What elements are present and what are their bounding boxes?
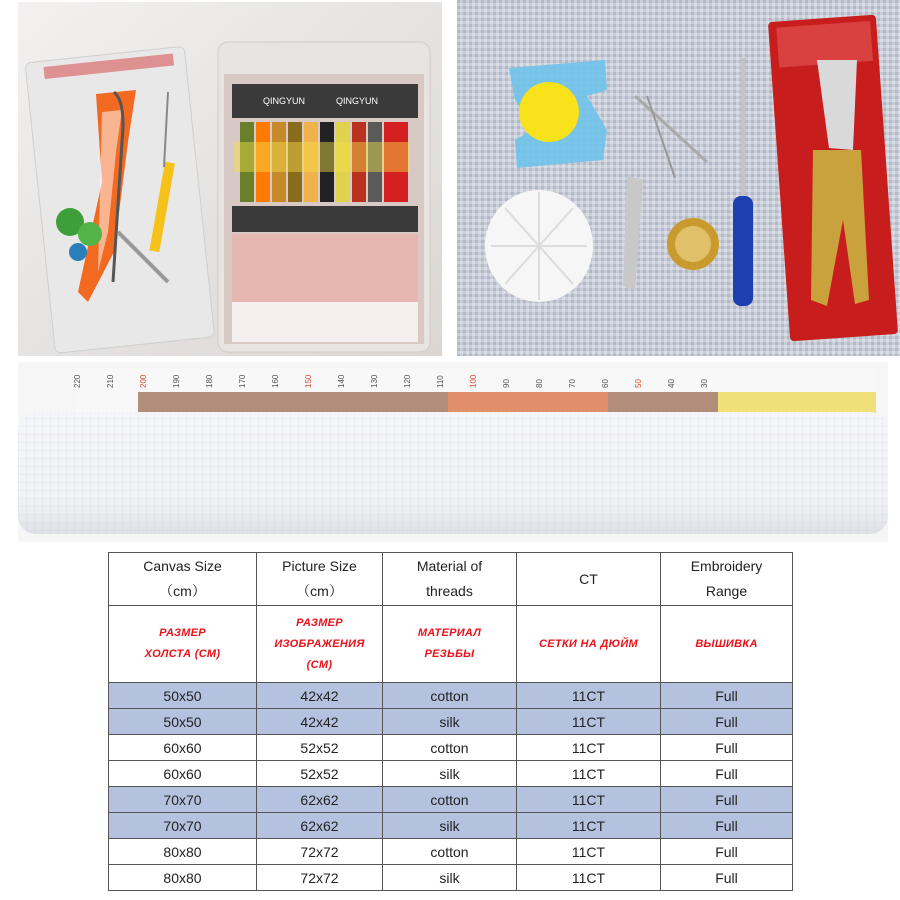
table-row (109, 683, 793, 709)
cell-ct: 11CT (517, 761, 661, 787)
cell-canvas-size: 70x70 (109, 787, 257, 813)
cell-canvas-size: 50x50 (109, 683, 257, 709)
thread-kit-photo (18, 2, 442, 356)
cell-range: Full (661, 683, 793, 709)
cell-canvas-size: 60x60 (109, 735, 257, 761)
table-row (109, 865, 793, 891)
table-row (109, 787, 793, 813)
cell-picture-size: 42x42 (257, 683, 383, 709)
cell-range: Full (661, 865, 793, 891)
header-ct: CT (517, 553, 661, 606)
canvas-roll-photo (18, 362, 888, 542)
ruler-number: 30 (700, 379, 709, 388)
ruler-number: 60 (601, 379, 610, 388)
cell-range: Full (661, 761, 793, 787)
cell-material: silk (383, 865, 517, 891)
ru-header-embroidery: ВЫШИВКА (661, 606, 793, 683)
cell-ct: 11CT (517, 865, 661, 891)
cell-range: Full (661, 787, 793, 813)
table-row (109, 839, 793, 865)
size-spec-table (108, 552, 793, 891)
ruler-number: 50 (634, 379, 643, 388)
cell-picture-size: 72x72 (257, 839, 383, 865)
ruler-number: 190 (172, 374, 181, 388)
cell-picture-size: 72x72 (257, 865, 383, 891)
cell-material: cotton (383, 839, 517, 865)
cell-range: Full (661, 709, 793, 735)
ru-header-canvas-size: РАЗМЕР ХОЛСТА (СМ) (109, 606, 257, 683)
cell-canvas-size: 60x60 (109, 761, 257, 787)
cell-picture-size: 42x42 (257, 709, 383, 735)
cell-material: silk (383, 709, 517, 735)
ruler-number: 120 (403, 374, 412, 388)
cell-canvas-size: 50x50 (109, 709, 257, 735)
svg-text:QINGYUN: QINGYUN (336, 96, 379, 106)
cell-material: cotton (383, 683, 517, 709)
size-spec-table-wrap (108, 552, 792, 888)
cell-material: cotton (383, 735, 517, 761)
cell-ct: 11CT (517, 787, 661, 813)
cell-picture-size: 62x62 (257, 813, 383, 839)
ru-header-ct: СЕТКИ НА ДЮЙМ (517, 606, 661, 683)
cell-range: Full (661, 839, 793, 865)
cell-range: Full (661, 735, 793, 761)
accessory-bag (25, 46, 215, 353)
cell-picture-size: 52x52 (257, 735, 383, 761)
brand-label: QINGYUN (263, 96, 306, 106)
table-row (109, 761, 793, 787)
ruler-number: 200 (139, 374, 148, 388)
ruler-number: 110 (436, 375, 445, 388)
ruler-number: 170 (238, 374, 247, 388)
scissors-package (768, 15, 898, 342)
ru-header-picture-size: РАЗМЕР ИЗОБРАЖЕНИЯ (СМ) (257, 606, 383, 683)
ruler-number: 130 (370, 374, 379, 388)
table-row (109, 813, 793, 839)
table-header-row (109, 553, 793, 606)
cell-picture-size: 62x62 (257, 787, 383, 813)
ruler-number: 80 (535, 379, 544, 388)
ruler-number: 140 (337, 374, 346, 388)
table-russian-header-row (109, 606, 793, 683)
cell-ct: 11CT (517, 683, 661, 709)
tools-photo (457, 0, 900, 356)
header-embroidery-range: Embroidery Range (661, 553, 793, 606)
cell-ct: 11CT (517, 813, 661, 839)
ruler-number: 160 (271, 374, 280, 388)
cell-ct: 11CT (517, 839, 661, 865)
thread-bag (218, 42, 430, 352)
ru-header-material: МАТЕРИАЛ РЕЗЬБЫ (383, 606, 517, 683)
header-material: Material of threads (383, 553, 517, 606)
ruler-number: 220 (73, 374, 82, 388)
cell-range: Full (661, 813, 793, 839)
bobbin-icon (509, 60, 607, 168)
foam-pad-icon (485, 190, 593, 302)
cell-canvas-size: 70x70 (109, 813, 257, 839)
cell-material: silk (383, 813, 517, 839)
ruler-number: 180 (205, 374, 214, 388)
ruler-number: 70 (568, 379, 577, 388)
ruler-number: 150 (304, 374, 313, 388)
ruler-number: 90 (502, 379, 511, 388)
ruler-number: 100 (469, 374, 478, 388)
header-picture-size: Picture Size （cm） (257, 553, 383, 606)
ruler-number: 40 (667, 379, 676, 388)
table-row (109, 709, 793, 735)
cell-material: cotton (383, 787, 517, 813)
cell-ct: 11CT (517, 735, 661, 761)
header-canvas-size: Canvas Size （cm） (109, 553, 257, 606)
cell-picture-size: 52x52 (257, 761, 383, 787)
table-row (109, 735, 793, 761)
ruler-number: 210 (106, 374, 115, 388)
cell-material: silk (383, 761, 517, 787)
cell-canvas-size: 80x80 (109, 839, 257, 865)
cell-canvas-size: 80x80 (109, 865, 257, 891)
cell-ct: 11CT (517, 709, 661, 735)
